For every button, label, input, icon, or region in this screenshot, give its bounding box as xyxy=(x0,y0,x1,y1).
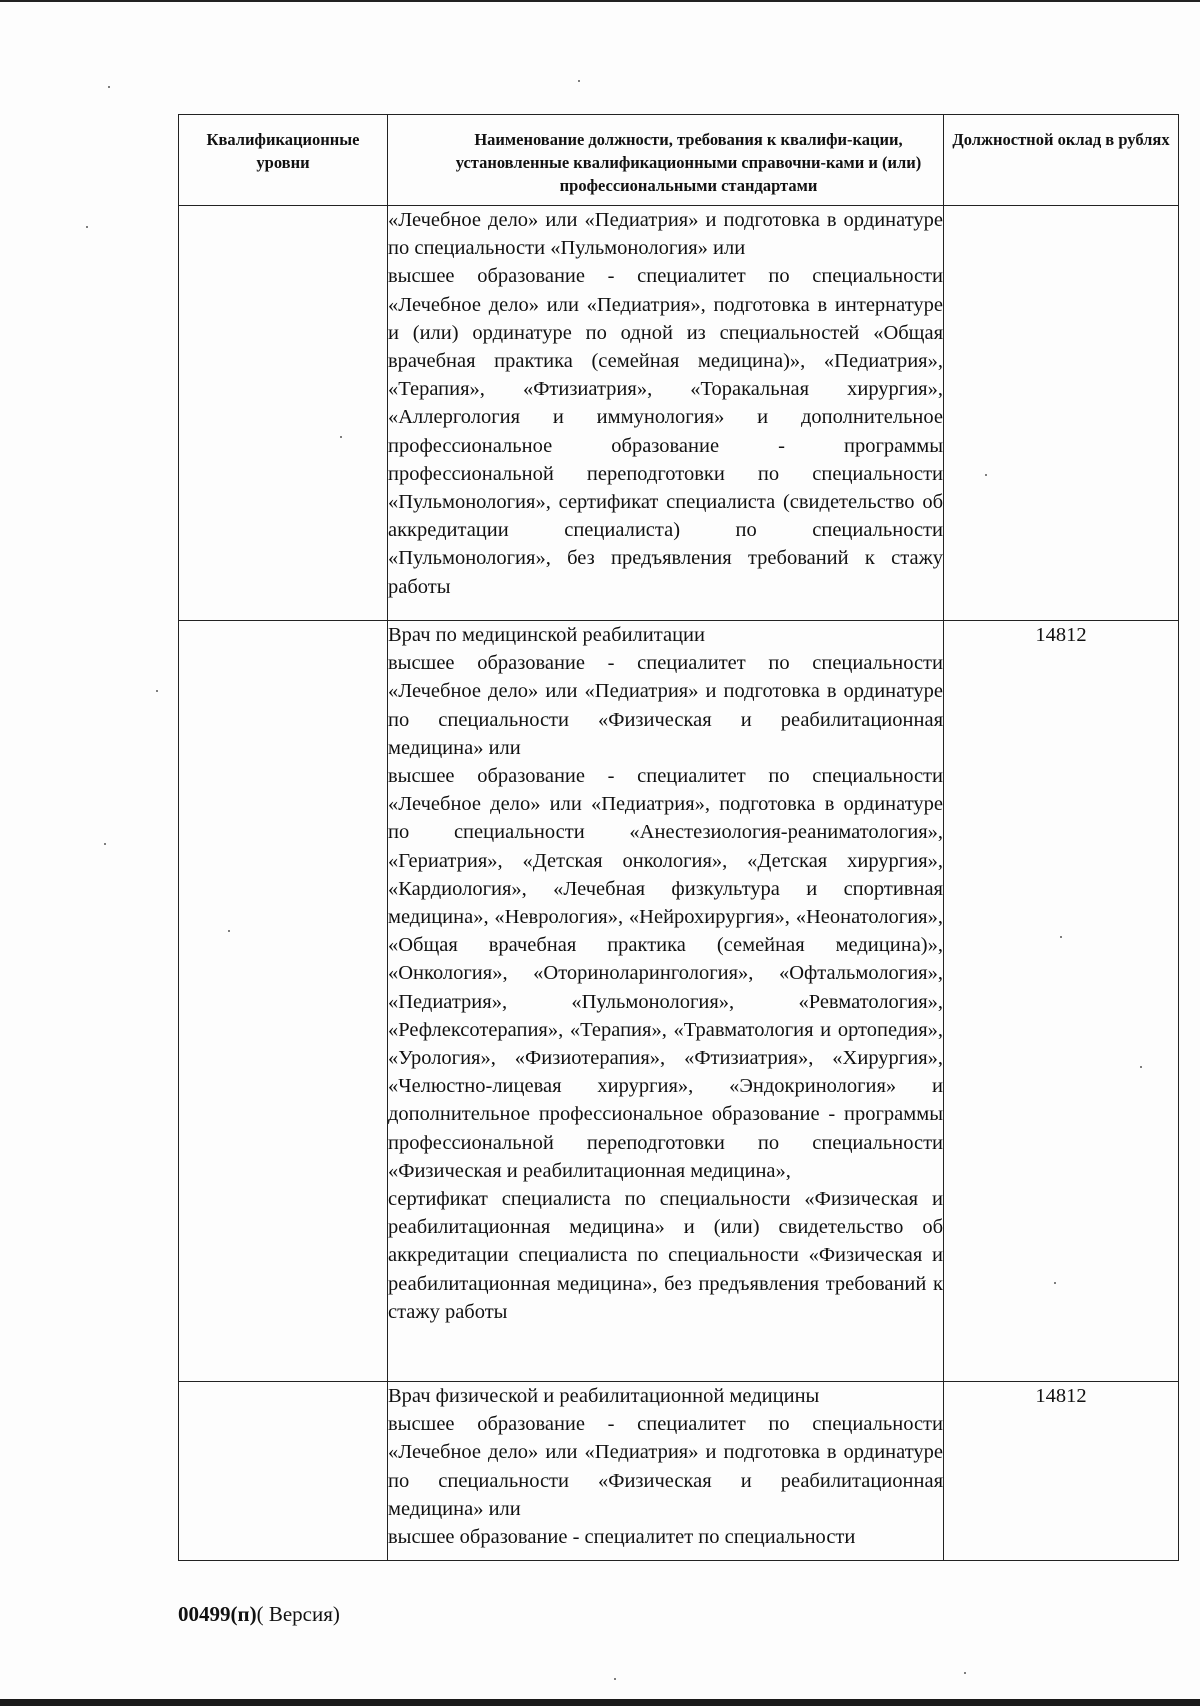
position-title: Врач физической и реабилитационной медицины xyxy=(388,1385,820,1407)
requirement-paragraph: высшее образование - специалитет по специальности «Лечебное дело» или «Педиатрия», подготовка в интернатуре и (или) ординатуре по одной из специальностей «Общая врачебная практика (семейная медицина)», «Педиатрия», «Терапия», «Фтизиатрия», «Торакальная хирургия», «Аллергология и иммунология» и дополнительное профессиональное образование - программы профессиональной переподготовки по специальности «Пульмонология», сертификат специалиста (свидетельство об аккредитации специалиста) по специальности «Пульмонология», без предъявления требований к стажу работы xyxy=(388,265,943,598)
scan-speck xyxy=(614,1678,616,1680)
scan-speck xyxy=(86,226,88,228)
requirement-paragraph: «Лечебное дело» или «Педиатрия» и подготовка в ординатуре по специальности «Пульмонология» или xyxy=(388,209,943,260)
table-row xyxy=(179,206,1179,621)
requirement-paragraph: сертификат специалиста по специальности «Физическая и реабилитационная медицина» и (или) свидетельство об аккредитации специалиста по специальности «Физическая и реабилитационная медицина», без предъявления требований к стажу работы xyxy=(388,1188,943,1323)
scan-speck xyxy=(964,1672,966,1674)
level-cell xyxy=(179,1382,388,1561)
document-code: 00499(п) xyxy=(178,1602,257,1626)
scan-speck xyxy=(156,690,158,692)
salary-cell: 14812 xyxy=(944,1382,1179,1561)
header-levels: Квалификационные уровни xyxy=(179,115,388,206)
header-position: Наименование должности, требования к квалифи-кации, установленные квалификационными справочни-ками и (или) профессиональными стандартами xyxy=(388,115,944,206)
salary-cell: 14812 xyxy=(944,621,1179,1382)
requirement-paragraph: высшее образование - специалитет по специальности «Лечебное дело» или «Педиатрия» и подготовка в ординатуре по специальности «Физическая и реабилитационная медицина» или xyxy=(388,1413,943,1520)
scan-edge-bottom xyxy=(0,1699,1200,1706)
scan-speck xyxy=(108,86,110,88)
position-cell xyxy=(388,206,944,621)
scan-edge-top xyxy=(0,0,1200,2)
position-cell xyxy=(388,1382,944,1561)
position-cell xyxy=(388,621,944,1382)
requirement-paragraph: высшее образование - специалитет по специальности «Лечебное дело» или «Педиатрия», подготовка в ординатуре по специальности «Анестезиология-реаниматология», «Гериатрия», «Детская онкология», «Детская хирургия», «Кардиология», «Лечебная физкультура и спортивная медицина», «Неврология», «Нейрохирургия», «Неонатология», «Общая врачебная практика (семейная медицина)», «Онкология», «Оториноларингология», «Офтальмология», «Педиатрия», «Пульмонология», «Ревматология», «Рефлексотерапия», «Терапия», «Травматология и ортопедия», «Урология», «Физиотерапия», «Фтизиатрия», «Хирургия», «Челюстно-лицевая хирургия», «Эндокринология» и дополнительное профессиональное образование - программы профессиональной переподготовки по специальности «Физическая и реабилитационная медицина», xyxy=(388,765,943,1182)
scan-speck xyxy=(1140,1066,1142,1068)
scan-speck xyxy=(985,474,987,476)
scan-speck xyxy=(104,843,106,845)
table-header-row xyxy=(179,115,1179,206)
requirement-paragraph: высшее образование - специалитет по специальности xyxy=(388,1526,856,1549)
requirement-paragraph: высшее образование - специалитет по специальности «Лечебное дело» или «Педиатрия» и подготовка в ординатуре по специальности «Физическая и реабилитационная медицина» или xyxy=(388,652,943,759)
scan-speck xyxy=(578,80,580,82)
scan-speck xyxy=(228,930,230,932)
position-title: Врач по медицинской реабилитации xyxy=(388,624,705,646)
table-row xyxy=(179,1382,1179,1561)
scan-speck xyxy=(340,436,342,438)
document-version: ( Версия) xyxy=(256,1602,340,1626)
header-salary: Должностной оклад в рублях xyxy=(944,115,1179,206)
salary-cell xyxy=(944,206,1179,621)
level-cell xyxy=(179,206,388,621)
scan-speck xyxy=(1060,936,1062,938)
qualification-table xyxy=(178,114,1179,1561)
document-footer xyxy=(178,1602,340,1627)
level-cell xyxy=(179,621,388,1382)
table-row xyxy=(179,621,1179,1382)
scan-speck xyxy=(1054,1282,1056,1284)
